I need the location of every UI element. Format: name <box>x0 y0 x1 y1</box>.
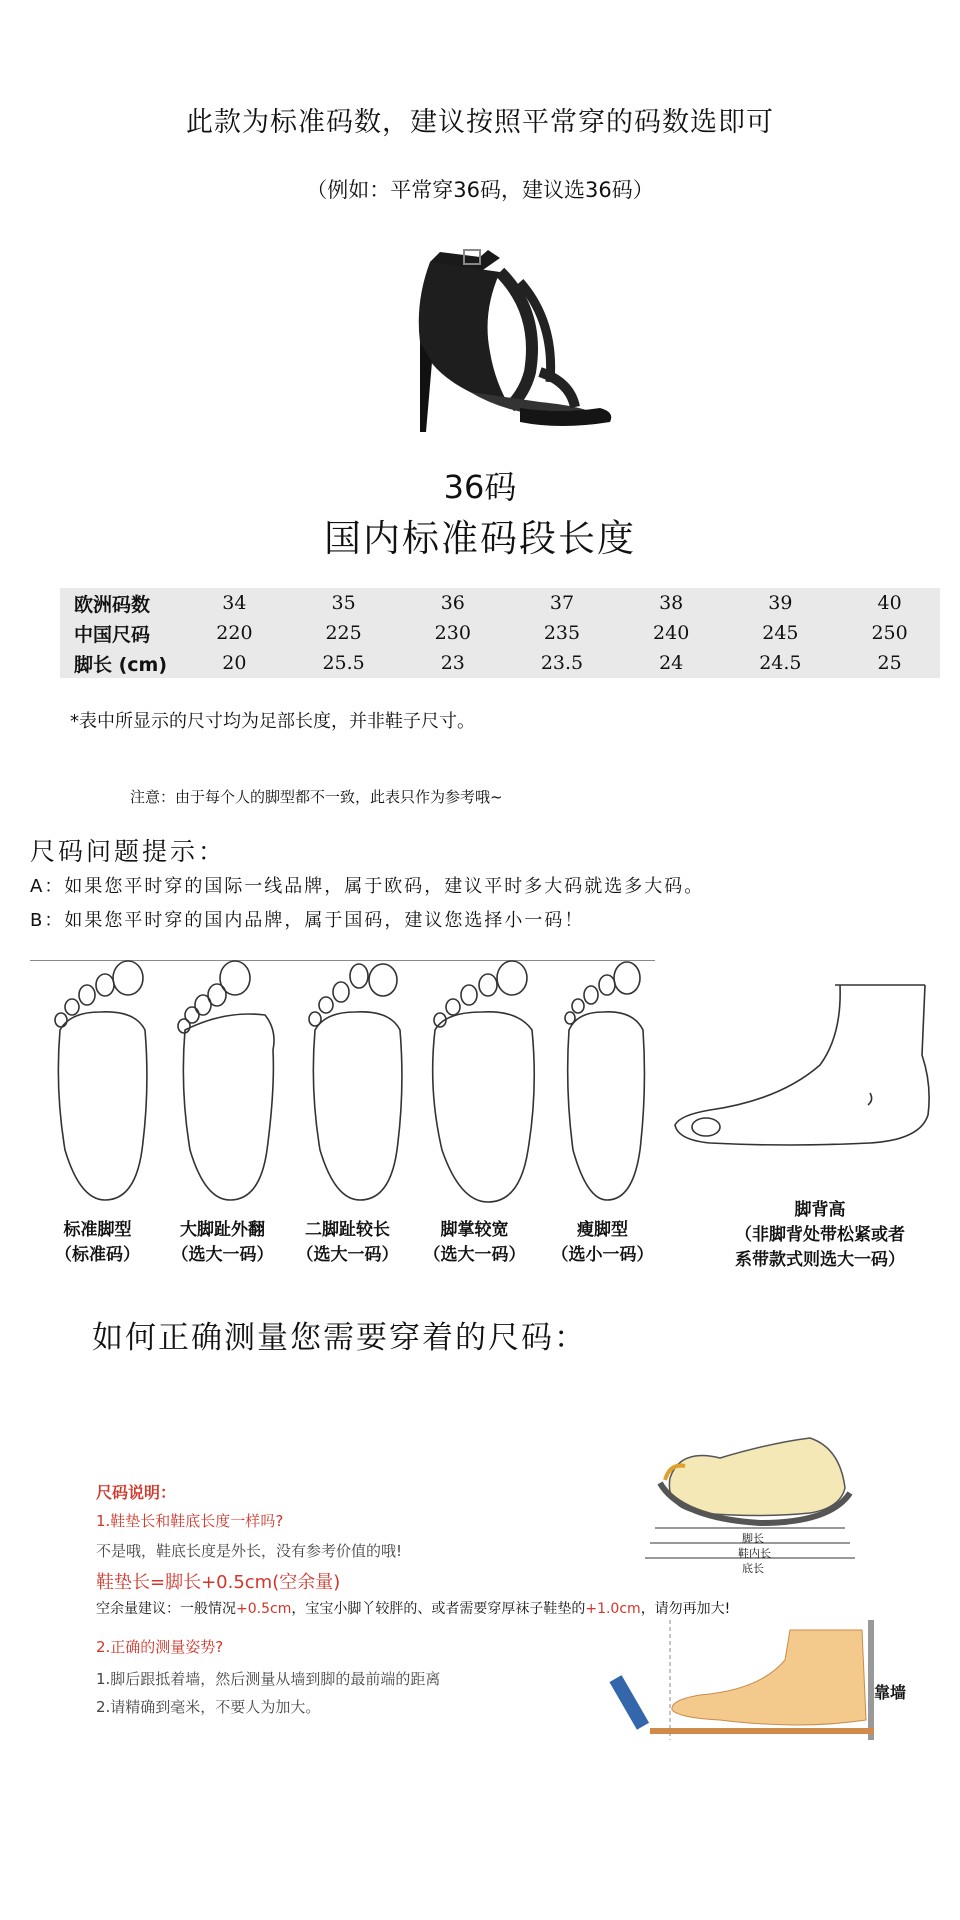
page-title: 此款为标准码数，建议按照平常穿的码数选即可 <box>186 107 774 138</box>
foot-outline-bunion <box>178 961 274 1200</box>
foot-types-illustration <box>30 950 670 1210</box>
foot-type-wide <box>412 1218 537 1268</box>
foot-outline-wide <box>433 961 535 1202</box>
foot-type-name: 脚背高 <box>794 1200 846 1220</box>
shoe-size-label: 36码 <box>443 468 517 506</box>
table-cell: 220 <box>216 622 253 644</box>
table-cell: 20 <box>222 652 247 674</box>
foot-type-slim <box>540 1218 665 1268</box>
guide-spare <box>96 1598 856 1618</box>
foot-type-advice: （选大一码） <box>423 1245 526 1265</box>
foot-type-high-instep <box>700 1198 940 1273</box>
table-cell: 23 <box>440 652 465 674</box>
spare-value: +1.0cm <box>585 1601 641 1617</box>
spare-value: +0.5cm <box>236 1601 292 1617</box>
diagram-label-sole: 底长 <box>742 1562 764 1575</box>
spare-text: 空余量建议：一般情况 <box>96 1601 236 1617</box>
table-cell: 35 <box>331 592 356 614</box>
diagram-label-foot: 脚长 <box>742 1532 764 1545</box>
table-row <box>60 648 940 678</box>
spare-text: ，请勿再加大! <box>640 1601 731 1617</box>
table-cell: 40 <box>877 592 902 614</box>
wall-label: 靠墙 <box>874 1683 907 1702</box>
spare-text: ，宝宝小脚丫较胖的、或者需要穿厚袜子鞋垫的 <box>291 1601 586 1617</box>
foot-type-long-second-toe <box>285 1218 410 1268</box>
issues-title: 尺码问题提示： <box>30 837 227 866</box>
table-cell: 250 <box>871 622 908 644</box>
table-cell: 34 <box>222 592 247 614</box>
measure-title: 如何正确测量您需要穿着的尺码： <box>92 1320 587 1356</box>
table-cell: 245 <box>762 622 799 644</box>
table-cell: 235 <box>543 622 581 644</box>
table-cell: 37 <box>549 592 575 614</box>
foot-type-name: 脚掌较宽 <box>440 1220 509 1240</box>
foot-type-name: 大脚趾外翻 <box>180 1220 265 1240</box>
foot-outline-slim <box>565 962 644 1200</box>
size-table <box>60 588 940 678</box>
guide-formula: 鞋垫长=脚长+0.5cm(空余量) <box>96 1572 341 1593</box>
row-header: 中国尺码 <box>74 623 151 646</box>
table-row <box>60 618 940 648</box>
table-cell: 240 <box>653 622 690 644</box>
foot-type-name: 瘦脚型 <box>577 1220 628 1240</box>
foot-type-advice: （非脚背处带松紧或者 <box>735 1225 905 1245</box>
foot-type-advice: 系带款式则选大一码） <box>735 1250 905 1270</box>
guide-step2: 2.请精确到毫米，不要人为加大。 <box>96 1698 321 1716</box>
table-row <box>60 588 940 618</box>
guide-a1: 不是哦，鞋底长度是外长，没有参考价值的哦! <box>96 1542 403 1560</box>
issue-a: A：如果您平时穿的国际一线品牌，属于欧码，建议平时多大码就选多大码。 <box>30 876 705 897</box>
size-example: （例如：平常穿36码，建议选36码） <box>306 178 654 202</box>
issue-b: B：如果您平时穿的国内品牌，属于国码，建议您选择小一码！ <box>30 910 585 931</box>
foot-type-advice: （标准码） <box>55 1245 140 1265</box>
table-cell: 225 <box>325 622 362 644</box>
table-cell: 25 <box>877 652 902 674</box>
wall-measure-diagram <box>600 1620 880 1745</box>
foot-type-standard <box>40 1218 155 1268</box>
table-cell: 24 <box>659 652 684 674</box>
foot-outline-long-second-toe <box>309 964 402 1200</box>
row-header: 欧洲码数 <box>74 593 151 616</box>
sandal-image <box>360 232 680 457</box>
table-cell: 23.5 <box>540 652 584 674</box>
notice: 注意：由于每个人的脚型都不一致，此表只作为参考哦~ <box>130 788 503 806</box>
table-cell: 39 <box>768 592 793 614</box>
foot-type-advice: （选大一码） <box>171 1245 274 1265</box>
foot-type-name: 标准脚型 <box>63 1220 132 1240</box>
row-header: 脚长 (cm) <box>74 653 168 676</box>
foot-type-advice: （选大一码） <box>296 1245 399 1265</box>
foot-outline-standard <box>55 961 147 1200</box>
guide-q1: 1.鞋垫长和鞋底长度一样吗? <box>96 1512 284 1530</box>
guide-title: 尺码说明： <box>96 1483 177 1502</box>
foot-type-advice: （选小一码） <box>551 1245 654 1265</box>
foot-type-name: 二脚趾较长 <box>305 1220 390 1240</box>
diagram-label-inner: 鞋内长 <box>738 1547 771 1560</box>
footnote: *表中所显示的尺寸均为足部长度，并非鞋子尺寸。 <box>70 711 475 732</box>
table-cell: 24.5 <box>759 652 802 674</box>
high-instep-illustration <box>670 975 940 1185</box>
table-cell: 36 <box>440 592 465 614</box>
guide-q2: 2.正确的测量姿势? <box>96 1638 224 1656</box>
table-cell: 38 <box>659 592 684 614</box>
table-cell: 25.5 <box>322 652 365 674</box>
table-cell: 230 <box>434 622 471 644</box>
foot-type-bunion <box>160 1218 285 1268</box>
guide-step1: 1.脚后跟抵着墙，然后测量从墙到脚的最前端的距离 <box>96 1670 441 1688</box>
standard-size-title: 国内标准码段长度 <box>324 517 636 560</box>
